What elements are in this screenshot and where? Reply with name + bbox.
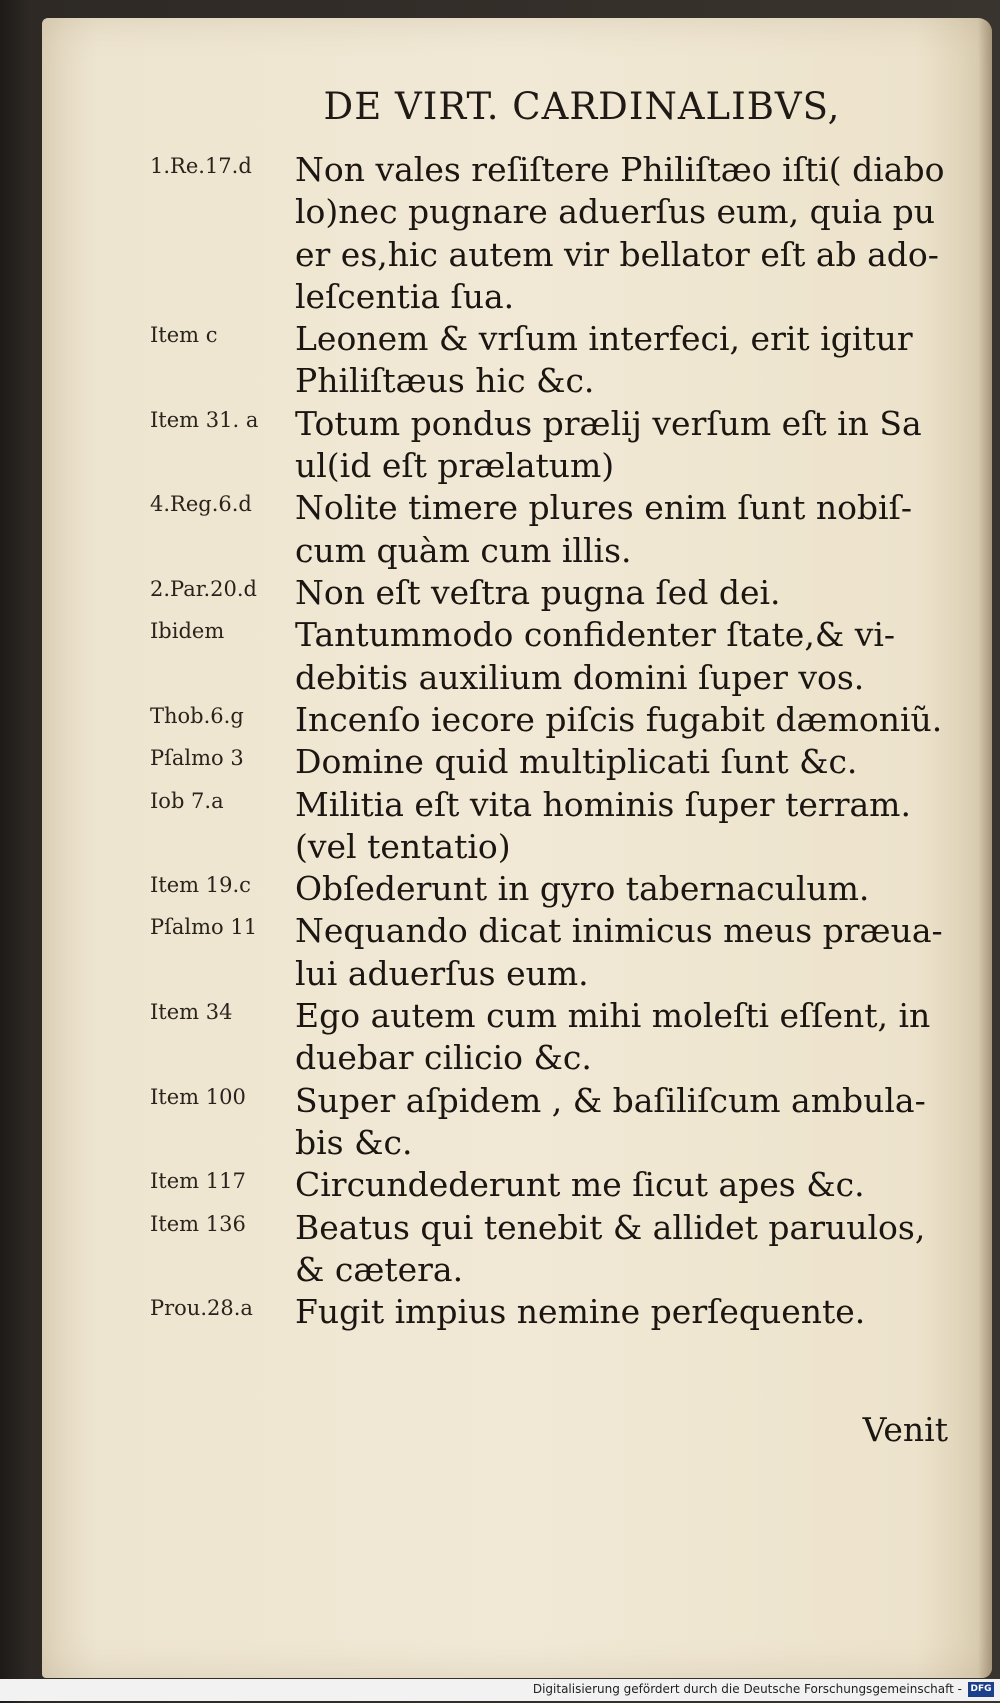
verse-line: Beatus qui tenebit & allidet paruulos, [295,1207,926,1247]
marginal-reference: Item 31. a [150,407,259,432]
marginal-reference: Item 100 [150,1084,246,1109]
marginal-reference: Ibidem [150,619,225,644]
verse-line: Ego autem cum mihi moleſti eſſent, in [295,996,931,1035]
verse-line: bis &c. [295,1122,413,1162]
verse-line: Non eſt veſtra pugna ſed dei. [295,573,781,612]
verse-line: & cætera. [295,1249,464,1289]
marginal-reference: Item 117 [150,1169,246,1194]
catchword: Venit [862,1410,948,1449]
verse-line: lo)nec pugnare aduerſus eum, quia pu [295,192,936,232]
verse-line: Super aſpidem , & baſiliſcum ambula- [295,1080,926,1120]
verse-line: cum quàm cum illis. [295,530,632,570]
verse-line: Leonem & vrſum interfeci, erit igitur [295,319,913,359]
footer-bar [0,1679,1000,1701]
verse-line: Tantummodo confidenter ſtate,& vi- [295,615,896,655]
footer-credit: Digitalisierung gefördert durch die Deutsche Forschungsgemeinschaft - [532,1682,962,1696]
marginal-reference: Pſalmo 3 [150,746,244,771]
marginal-reference: 2.Par.20.d [150,577,257,601]
running-head-text: DE VIRT. CARDINALIBVS, [323,85,841,128]
verse-line: Philiſtæus hic &c. [295,361,595,401]
verse-line: Non vales reſiſtere Philiſtæo iſti( diabo [295,150,945,189]
marginal-reference: Item c [150,323,218,348]
verse-line: (vel tentatio) [295,826,511,866]
marginal-reference: Item 136 [150,1211,246,1236]
verse-line: Obſederunt in gyro tabernaculum. [295,869,870,909]
verse-line: Circundederunt me ſicut apes &c. [295,1165,865,1205]
verse-line: ul(id eſt prælatum) [295,446,615,486]
marginal-reference: Item 34 [150,1000,233,1024]
verse-line: er es,hic autem vir bellator eſt ab ado- [295,234,939,274]
dfg-logo-icon: DFG [968,1682,994,1697]
verse-line: leſcentia ſua. [295,276,515,316]
marginal-reference: Pſalmo 11 [150,915,258,940]
verse-line: Militia eſt vita hominis ſuper terram. [295,784,911,824]
verse-line: Fugit impius nemine perſequente. [295,1292,866,1332]
marginal-reference: 1.Re.17.d [150,154,252,178]
marginal-reference: Thob.6.g [150,703,244,728]
verse-line: Incenſo iecore piſcis fugabit dæmoniũ. [295,699,943,739]
verse-line: Nolite timere plures enim ſunt nobiſ- [295,488,912,528]
verse-line: duebar cilicio &c. [295,1038,592,1078]
verse-line: Domine quid multiplicati ſunt &c. [295,742,858,782]
verse-line: Nequando dicat inimicus meus præua- [295,911,943,951]
running-head [0,85,1000,128]
marginal-reference: Iob 7.a [150,788,224,813]
marginal-reference: Prou.28.a [150,1296,253,1321]
verse-line: Totum pondus prælij verſum eſt in Sa [295,403,922,443]
page-edge-shadow [978,18,992,1678]
verse-line: debitis auxilium domini ſuper vos. [295,657,865,697]
marginal-reference: Item 19.c [150,873,251,898]
verse-line: lui aduerſus eum. [295,953,589,993]
marginal-reference: 4.Reg.6.d [150,492,252,517]
